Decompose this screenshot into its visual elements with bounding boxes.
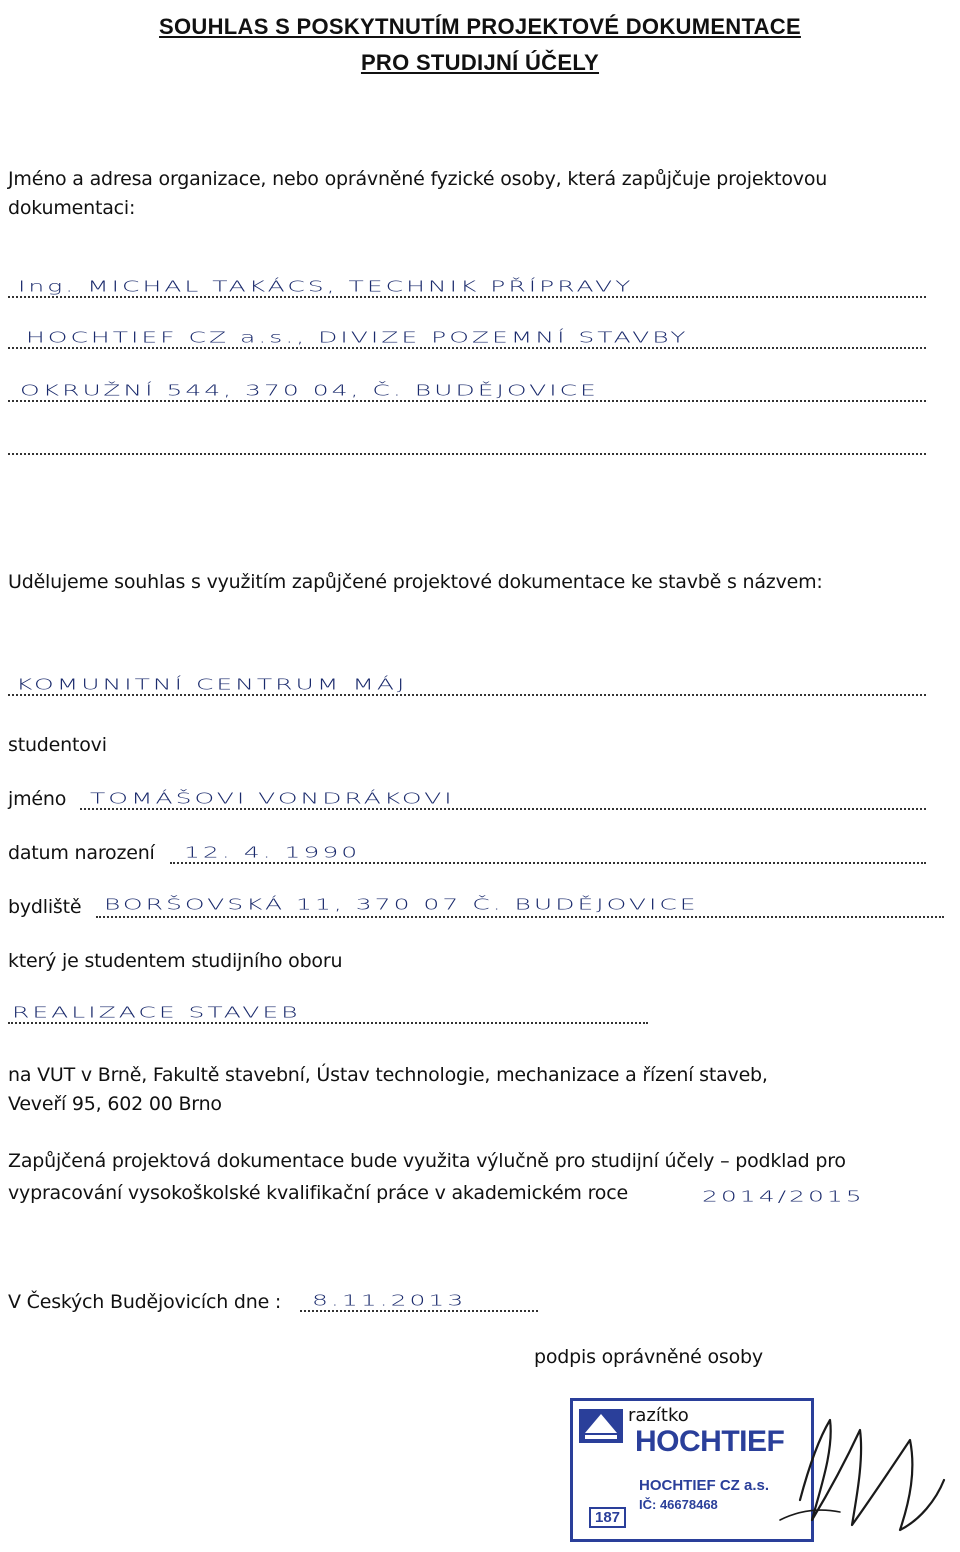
- address-line: [96, 916, 944, 918]
- student-label: studentovi: [8, 734, 107, 756]
- institution-line2: Veveří 95, 602 00 Brno: [8, 1093, 222, 1115]
- organization-address-handwritten: OKRUŽNÍ 544, 370 04, Č. BUDĚJOVICE: [20, 381, 599, 399]
- institution-line1: na VUT v Brně, Fakultě stavební, Ústav technologie, mechanizace a řízení staveb,: [8, 1064, 768, 1086]
- student-name-label: jméno: [8, 788, 67, 810]
- address-handwritten: BORŠOVSKÁ 11, 370 07 Č. BUDĚJOVICE: [104, 895, 699, 913]
- hochtief-logo-icon: [579, 1409, 623, 1443]
- organization-line-2: [8, 347, 926, 349]
- student-name-handwritten: TOMÁŠOVI VONDRÁKOVI: [90, 789, 455, 807]
- organization-label-line1: Jméno a adresa organizace, nebo oprávněné fyzické osoby, která zapůjčuje projektovou: [8, 168, 828, 190]
- usage-line1: Zapůjčená projektová dokumentace bude využita výlučně pro studijní účely – podklad pro: [8, 1150, 846, 1172]
- organization-line-1: [8, 296, 926, 298]
- birth-date-line: [170, 862, 926, 864]
- organization-line-3: [8, 400, 926, 402]
- study-field-handwritten: REALIZACE STAVEB: [12, 1003, 301, 1021]
- organization-name-handwritten: Ing. MICHAL TAKÁCS, TECHNIK PŘÍPRAVY: [18, 277, 634, 295]
- project-name-line: [8, 694, 926, 696]
- consent-label: Udělujeme souhlas s využitím zapůjčené projektové dokumentace ke stavbě s názvem:: [8, 571, 823, 593]
- student-name-line: [80, 808, 926, 810]
- organization-label-line2: dokumentaci:: [8, 197, 136, 219]
- stamp-number: 187: [589, 1507, 626, 1528]
- organization-division-handwritten: HOCHTIEF CZ a.s., DIVIZE POZEMNÍ STAVBY: [26, 328, 689, 346]
- stamp-company: HOCHTIEF CZ a.s.: [639, 1477, 770, 1494]
- academic-year-handwritten: 2014/2015: [702, 1187, 865, 1205]
- stamp-brand: HOCHTIEF: [635, 1425, 785, 1458]
- study-field-label: který je studentem studijního oboru: [8, 950, 343, 972]
- project-name-handwritten: KOMUNITNÍ CENTRUM MÁJ: [16, 675, 408, 693]
- birth-date-label: datum narození: [8, 842, 155, 864]
- organization-line-4: [8, 453, 926, 455]
- stamp-label: razítko: [628, 1405, 689, 1426]
- document-title-line1: SOUHLAS S POSKYTNUTÍM PROJEKTOVÉ DOKUMENTACE: [159, 14, 801, 39]
- handwritten-signature: [760, 1380, 950, 1540]
- birth-date-handwritten: 12. 4. 1990: [184, 843, 361, 861]
- place-date-label: V Českých Budějovicích dne :: [8, 1291, 282, 1313]
- document-title-line2: PRO STUDIJNÍ ÚČELY: [360, 50, 600, 75]
- usage-line2: vypracování vysokoškolské kvalifikační práce v akademickém roce: [8, 1182, 628, 1204]
- study-field-line: [8, 1022, 648, 1024]
- signature-label: podpis oprávněné osoby: [534, 1346, 763, 1368]
- stamp-ico: IČ: 46678468: [639, 1497, 718, 1512]
- date-handwritten: 8.11.2013: [312, 1291, 467, 1309]
- date-line: [300, 1310, 538, 1312]
- address-label: bydliště: [8, 896, 82, 918]
